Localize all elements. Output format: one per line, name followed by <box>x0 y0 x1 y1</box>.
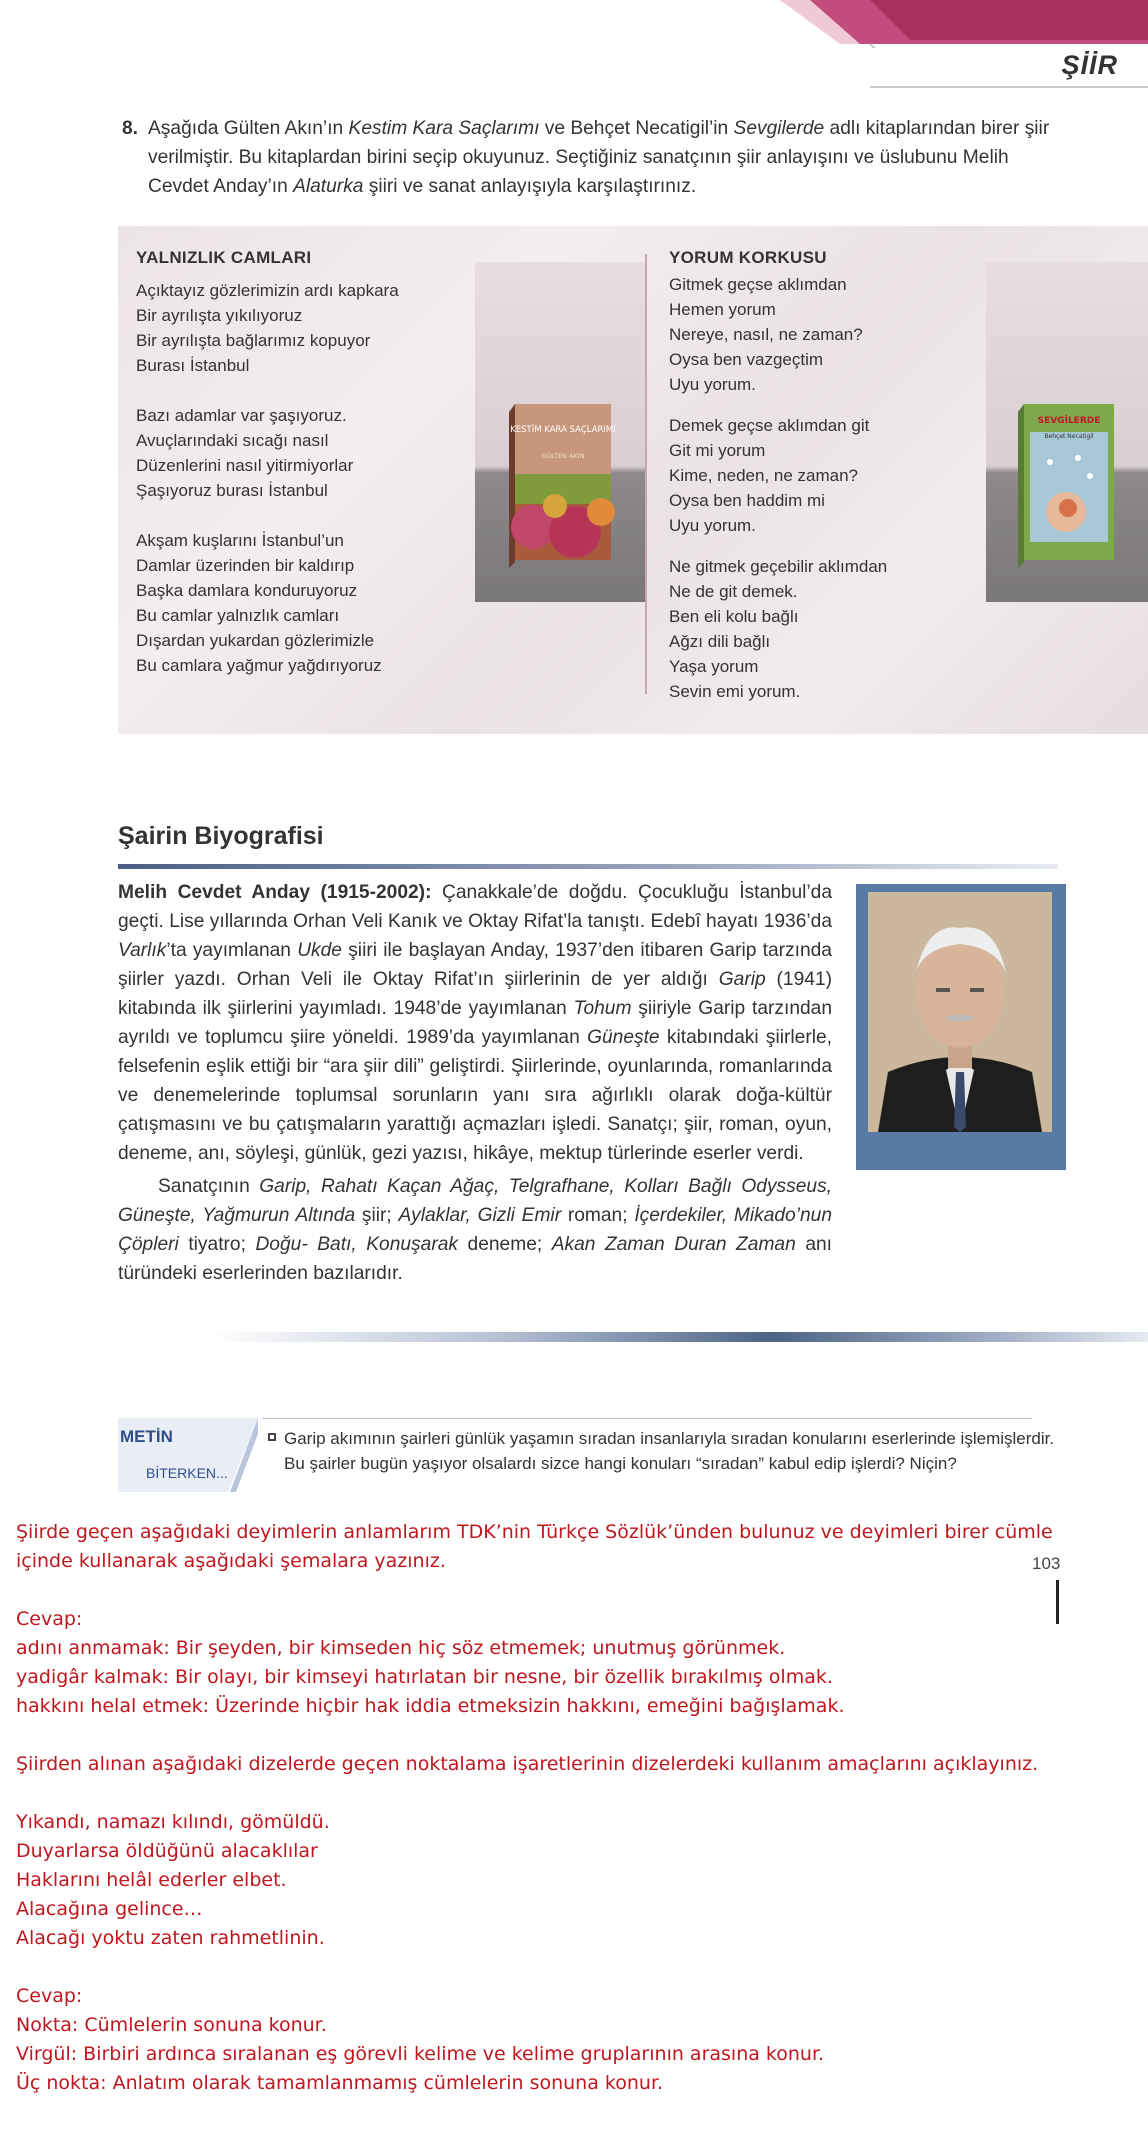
book-title-kestim: Kestim Kara Saçlarımı <box>348 118 540 139</box>
poem-line: Düzenlerini nasıl yitirmiyorlar <box>136 456 354 475</box>
poem-line: Bu camlar yalnızlık camları <box>136 606 340 625</box>
answer-label-1: Cevap: <box>16 1608 83 1630</box>
poem-line: Oysa ben vazgeçtim <box>669 350 824 369</box>
verse-line-5: Alacağı yoktu zaten rahmetlinin. <box>16 1927 325 1949</box>
biography-bottom-rule <box>210 1332 1148 1342</box>
answer-2-line-1: Nokta: Cümlelerin sonuna konur. <box>16 2014 327 2036</box>
biography-heading: Şairin Biyografisi <box>118 822 324 850</box>
poem-line: Oysa ben haddim mi <box>669 491 825 510</box>
answer-question-1-line-2: içinde kullanarak aşağıdaki şemalara yazınız. <box>16 1550 446 1572</box>
square-bullet-icon <box>268 1433 276 1441</box>
poem1-body <box>136 278 399 678</box>
book-title-sevgilerde: Sevgilerde <box>733 118 825 139</box>
poem-line: Açıktayız gözlerimizin ardı kapkara <box>136 281 399 300</box>
book2-cover-author: Behçet Necatigil <box>1044 433 1094 440</box>
poem-line: Bu camlara yağmur yağdırıyoruz <box>136 656 382 675</box>
poet-portrait <box>868 892 1052 1132</box>
poem-line: Ne gitmek geçebilir aklımdan <box>669 557 888 576</box>
section-title: ŞİİR <box>1061 50 1118 80</box>
poem-divider <box>645 254 647 694</box>
question-8 <box>122 114 1062 201</box>
verse-line-2: Duyarlarsa öldüğünü alacaklılar <box>16 1840 318 1862</box>
poem1-title: YALNIZLIK CAMLARI <box>136 248 312 267</box>
answer-label-2: Cevap: <box>16 1985 83 2007</box>
poem-line: Başka damlara konduruyoruz <box>136 581 358 600</box>
poem-line: Dışardan yukardan gözlerimizle <box>136 631 375 650</box>
answer-1-line-1: adını anmamak: Bir şeyden, bir kimseden hiç söz etmemek; unutmuş görünmek. <box>16 1637 786 1659</box>
page-number-tick <box>1056 1580 1059 1624</box>
question-text: Aşağıda Gülten Akın’ın Kestim Kara Saçlarımı ve Behçet Necatigil’in Sevgilerde adlı kitaplarından birer şiir verilmiştir. Bu kitaplardan birini seçip okuyunuz. Seçtiğiniz sanatçının şiir anlayışını ve üslubunu Melih Cevdet Anday’ın Alaturka şiiri ve sanat anlayışıyla karşılaştırınız. <box>148 118 1050 197</box>
verse-line-1: Yıkandı, namazı kılındı, gömüldü. <box>16 1811 330 1833</box>
answer-1-line-3: hakkını helal etmek: Üzerinde hiçbir hak iddia etmeksizin hakkını, emeğini bağışlamak. <box>16 1695 845 1717</box>
book1-cover-title: KESTİM KARA SAÇLARIMI <box>510 425 616 435</box>
badge-label-bottom: BİTERKEN... <box>146 1465 228 1481</box>
poem-line: Gitmek geçse aklımdan <box>669 275 847 294</box>
page-number: 103 <box>1032 1554 1061 1573</box>
metin-biterken-text: Garip akımının şairleri günlük yaşamın sıradan insanlarıyla sıradan konularını eserlerinde işlemişlerdir. Bu şairler bugün yaşıyor olsalardı sizce hangi konuları “sıradan” kabul edip işlerdi? Niçin? <box>284 1429 1055 1473</box>
book1-cover-author: GÜLTEN AKIN <box>541 452 585 460</box>
poem-line: Demek geçse aklımdan git <box>669 416 870 435</box>
poem-line: Ben eli kolu bağlı <box>669 607 799 626</box>
answer-2-line-3: Üç nokta: Anlatım olarak tamamlanmamış cümlelerin sonuna konur. <box>16 2072 664 2094</box>
poem-line: Kime, neden, ne zaman? <box>669 466 859 485</box>
biography-heading-rule <box>118 864 1058 869</box>
book-cover-kestim-kara-saclarimi <box>475 262 645 602</box>
answer-2-line-2: Virgül: Birbiri ardınca sıralanan eş görevli kelime ve kelime gruplarının arasına konur. <box>16 2043 825 2065</box>
biography-works-paragraph: Sanatçının Garip, Rahatı Kaçan Ağaç, Telgrafhane, Kolları Bağlı Odysseus, Güneşte, Yağmurun Altında şiir; Aylaklar, Gizli Emir roman; İçerdekiler, Mikado’nun Çöpleri tiyatro; Doğu- Batı, Konuşarak deneme; Akan Zaman Duran Zaman anı türündeki eserlerinden bazılarıdır. <box>118 1176 833 1284</box>
poem-line: Yaşa yorum <box>669 657 759 676</box>
answer-question-2: Şiirden alınan aşağıdaki dizelerde geçen noktalama işaretlerinin dizelerdeki kullanım amaçlarını açıklayınız. <box>16 1753 1039 1775</box>
book2-cover-title: SEVGİLERDE <box>1037 416 1101 426</box>
poem2-body <box>669 272 887 704</box>
poem-line: Nereye, nasıl, ne zaman? <box>669 325 863 344</box>
question-number: 8. <box>122 118 139 139</box>
header-band <box>780 0 1148 48</box>
poem-line: Akşam kuşlarını İstanbul’un <box>136 531 344 550</box>
biography-paragraph: Melih Cevdet Anday (1915-2002): Çanakkale’de doğdu. Çocukluğu İstanbul’da geçti. Lise yıllarında Orhan Veli Kanık ve Oktay Rifat’la tanıştı. Edebî hayatı 1936’da Varlık’ta yayımlanan Ukde şiiri ile başlayan Anday, 1937’den itibaren Garip tarzında şiirler yazdı. Orhan Veli ile Oktay Rifat’ın şiirlerinin de yer aldığı Garip (1941) kitabında ilk şiirlerini yayımladı. 1948’de yayımlanan Tohum şiiriyle Garip tarzından ayrıldı ve toplumcu şiire yöneldi. 1989’da yayımlanan Güneşte kitabındaki şiirlerle, felsefenin eşlik ettiği bir “ara şiir dili” geliştirdi. Şiirlerinde, oyunlarında, romanlarında ve denemelerinde toplumsal sorunların yanı sıra ağırlıklı olarak doğa-kültür çatışmasını ve bu çatışmaların yarattığı açmazları işledi. Sanatçı; şiir, roman, oyun, deneme, anı, söyleşi, günlük, gezi yazısı, hikâye, mektup türlerinde eserler verdi. <box>118 882 833 1164</box>
poem-line: Ağzı dili bağlı <box>669 632 771 651</box>
poem-line: Hemen yorum <box>669 300 776 319</box>
poem-title-alaturka: Alaturka <box>293 176 364 197</box>
badge-label-top: METİN <box>120 1427 173 1446</box>
poem-line: Avuçlarındaki sıcağı nasıl <box>136 431 329 450</box>
poem2-title: YORUM KORKUSU <box>669 248 827 267</box>
answer-1-line-2: yadigâr kalmak: Bir olayı, bir kimseyi hatırlatan bir nesne, bir özellik bırakılmış olmak. <box>16 1666 833 1688</box>
verse-line-3: Haklarını helâl ederler elbet. <box>16 1869 287 1891</box>
poem-line: Uyu yorum. <box>669 375 756 394</box>
verse-line-4: Alacağına gelince… <box>16 1898 203 1920</box>
header-rule <box>870 86 1148 88</box>
poem-line: Burası İstanbul <box>136 356 250 375</box>
biography-text <box>118 878 832 1288</box>
answer-question-1-line-1: Şiirde geçen aşağıdaki deyimlerin anlamlarım TDK’nin Türkçe Sözlük’ünden bulunuz ve deyimleri birer cümle <box>16 1521 1053 1543</box>
poem-line: Git mi yorum <box>669 441 766 460</box>
poem-line: Ne de git demek. <box>669 582 798 601</box>
poem-line: Uyu yorum. <box>669 516 756 535</box>
metin-biterken-rule <box>262 1418 1032 1419</box>
book-cover-sevgilerde <box>986 262 1148 602</box>
poem-line: Bir ayrılışta bağlarımız kopuyor <box>136 331 371 350</box>
poem-line: Bazı adamlar var şaşıyoruz. <box>136 406 347 425</box>
poem-line: Sevin emi yorum. <box>669 682 801 701</box>
poem-line: Damlar üzerinden bir kaldırıp <box>136 556 355 575</box>
poem-line: Şaşıyoruz burası İstanbul <box>136 481 328 500</box>
poem-line: Bir ayrılışta yıkılıyoruz <box>136 306 303 325</box>
metin-biterken-badge <box>118 1414 258 1496</box>
